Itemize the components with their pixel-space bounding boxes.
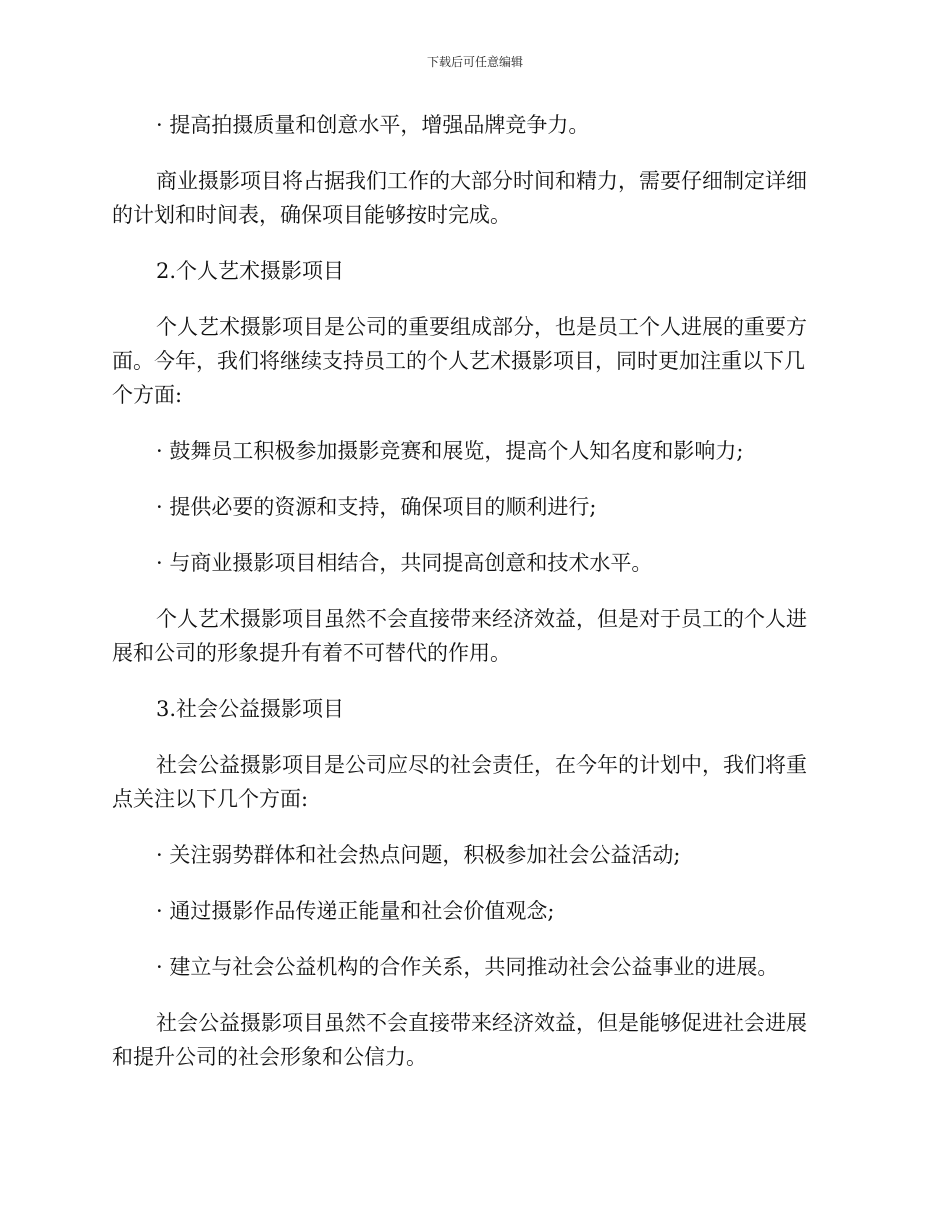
paragraph-line: 面。今年，我们将继续支持员工的个人艺术摄影项目，同时更加注重以下几 — [112, 349, 805, 373]
paragraph-line: 个方面: — [112, 383, 183, 407]
bullet-item: · 通过摄影作品传递正能量和社会价值观念; — [156, 899, 555, 923]
bullet-item: · 建立与社会公益机构的合作关系，共同推动社会公益事业的进展。 — [156, 955, 779, 979]
paragraph-line: 个人艺术摄影项目是公司的重要组成部分，也是员工个人进展的重要方 — [156, 315, 807, 339]
paragraph-line: 商业摄影项目将占据我们工作的大部分时间和精力，需要仔细制定详细 — [156, 169, 807, 193]
bullet-item: · 关注弱势群体和社会热点问题，积极参加社会公益活动; — [156, 843, 681, 867]
bullet-item: · 鼓舞员工积极参加摄影竞赛和展览，提高个人知名度和影响力; — [156, 439, 744, 463]
bullet-item: · 提供必要的资源和支持，确保项目的顺利进行; — [156, 495, 597, 519]
paragraph-line: 和提升公司的社会形象和公信力。 — [112, 1045, 427, 1069]
paragraph-line: 点关注以下几个方面: — [112, 787, 309, 811]
bullet-item: · 提高拍摄质量和创意水平，增强品牌竞争力。 — [156, 113, 590, 137]
paragraph-line: 展和公司的形象提升有着不可替代的作用。 — [112, 641, 511, 665]
section-heading: 3.社会公益摄影项目 — [156, 697, 345, 721]
bullet-item: · 与商业摄影项目相结合，共同提高创意和技术水平。 — [156, 551, 653, 575]
paragraph-line: 的计划和时间表，确保项目能够按时完成。 — [112, 203, 511, 227]
paragraph-line: 社会公益摄影项目是公司应尽的社会责任，在今年的计划中，我们将重 — [156, 753, 807, 777]
paragraph-line: 个人艺术摄影项目虽然不会直接带来经济效益，但是对于员工的个人进 — [156, 607, 807, 631]
paragraph-line: 社会公益摄影项目虽然不会直接带来经济效益，但是能够促进社会进展 — [156, 1011, 807, 1035]
document-body — [112, 108, 832, 1074]
page-header-note: 下载后可任意编辑 — [426, 55, 523, 69]
section-heading: 2.个人艺术摄影项目 — [156, 259, 345, 283]
